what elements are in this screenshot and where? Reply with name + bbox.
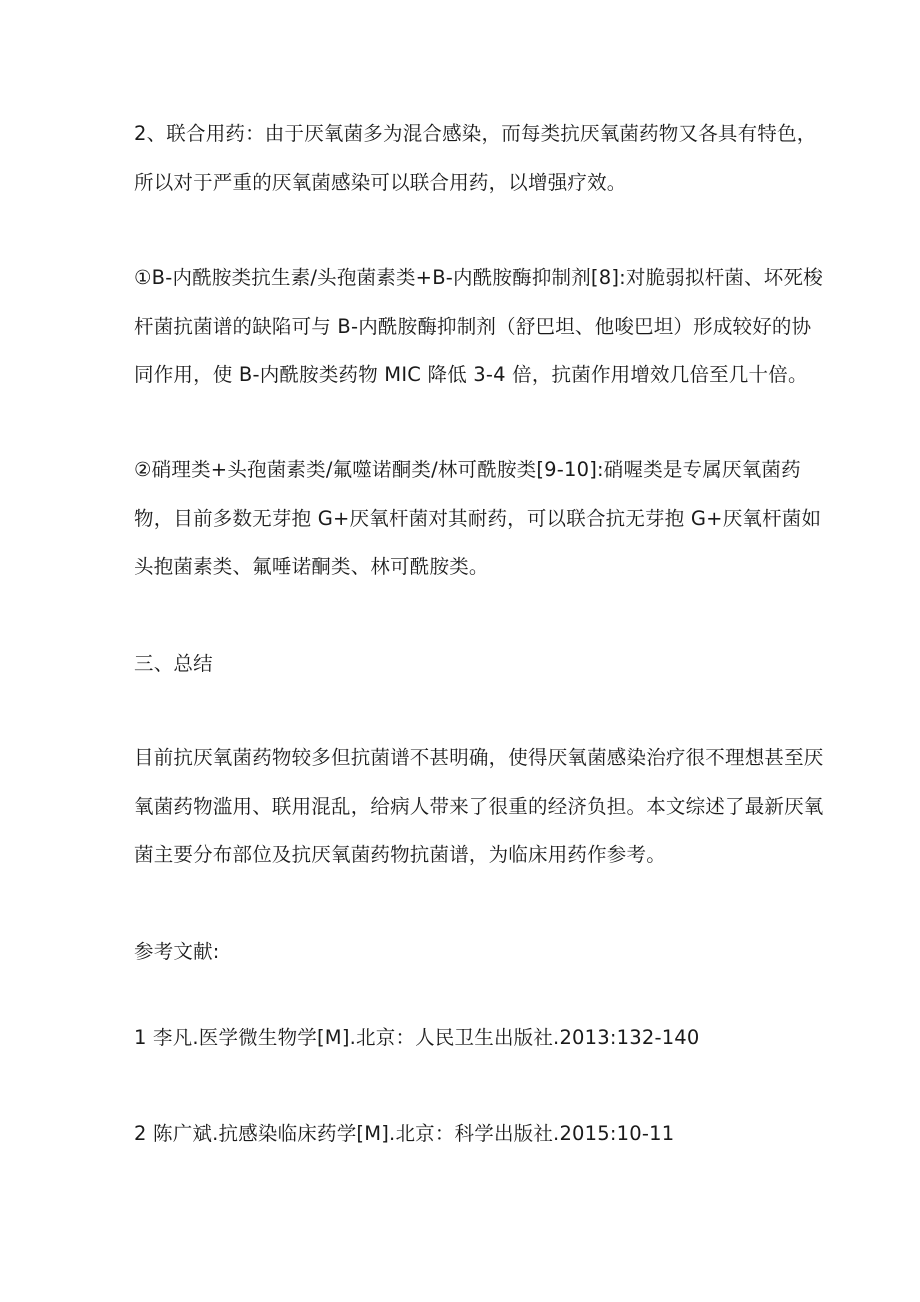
summary-heading xyxy=(134,640,794,689)
heading-text: 参考文献: xyxy=(134,940,220,963)
item2-paragraph xyxy=(134,446,822,592)
paragraph-line: 头抱菌素类、氟唾诺酮类、林可酰胺类。 xyxy=(134,555,489,578)
paragraph-line: 2、联合用药：由于厌氧菌多为混合感染，而每类抗厌氧菌药物又各具有特色， xyxy=(134,122,817,145)
section-combination-paragraph xyxy=(134,110,817,207)
paragraph-line: 杆菌抗菌谱的缺陷可与 B-内酰胺酶抑制剂（舒巴坦、他唆巴坦）形成较好的协 xyxy=(134,314,812,338)
reference-text: 2 陈广斌.抗感染临床药学[M].北京：科学出版社.2015:10-11 xyxy=(134,1122,675,1145)
reference-item xyxy=(134,1014,794,1063)
paragraph-line: 目前抗厌氧菌药物较多但抗菌谱不甚明确，使得厌氧菌感染治疗很不理想甚至厌 xyxy=(134,746,824,769)
references-heading xyxy=(134,928,794,977)
reference-item xyxy=(134,1110,794,1159)
paragraph-line: ②硝理类+头孢菌素类/氟噬诺酮类/林可酰胺类[9-10]:硝喔类是专属厌氧菌药 xyxy=(134,458,801,481)
paragraph-line: 物，目前多数无芽抱 G+厌氧杆菌对其耐药，可以联合抗无芽抱 G+厌氧杆菌如 xyxy=(134,506,822,530)
paragraph-line: 同作用，使 B-内酰胺类药物 MIC 降低 3-4 倍，抗菌作用增效几倍至几十倍。 xyxy=(134,363,808,386)
paragraph-line: ①B-内酰胺类抗生素/头孢菌素类+B-内酰胺酶抑制剂[8]:对脆弱拟杆菌、坏死梭 xyxy=(134,266,823,289)
paragraph-line: 菌主要分布部位及抗厌氧菌药物抗菌谱，为临床用药作参考。 xyxy=(134,843,666,866)
paragraph-line: 所以对于严重的厌氧菌感染可以联合用药，以增强疗效。 xyxy=(134,170,627,194)
item1-paragraph xyxy=(134,254,823,400)
summary-paragraph xyxy=(134,734,824,880)
reference-text: 1 李凡.医学微生物学[M].北京：人民卫生出版社.2013:132-140 xyxy=(134,1026,700,1049)
paragraph-line: 氧菌药物滥用、联用混乱，给病人带来了很重的经济负担。本文综述了最新厌氧 xyxy=(134,794,824,818)
heading-text: 三、总结 xyxy=(134,652,213,675)
